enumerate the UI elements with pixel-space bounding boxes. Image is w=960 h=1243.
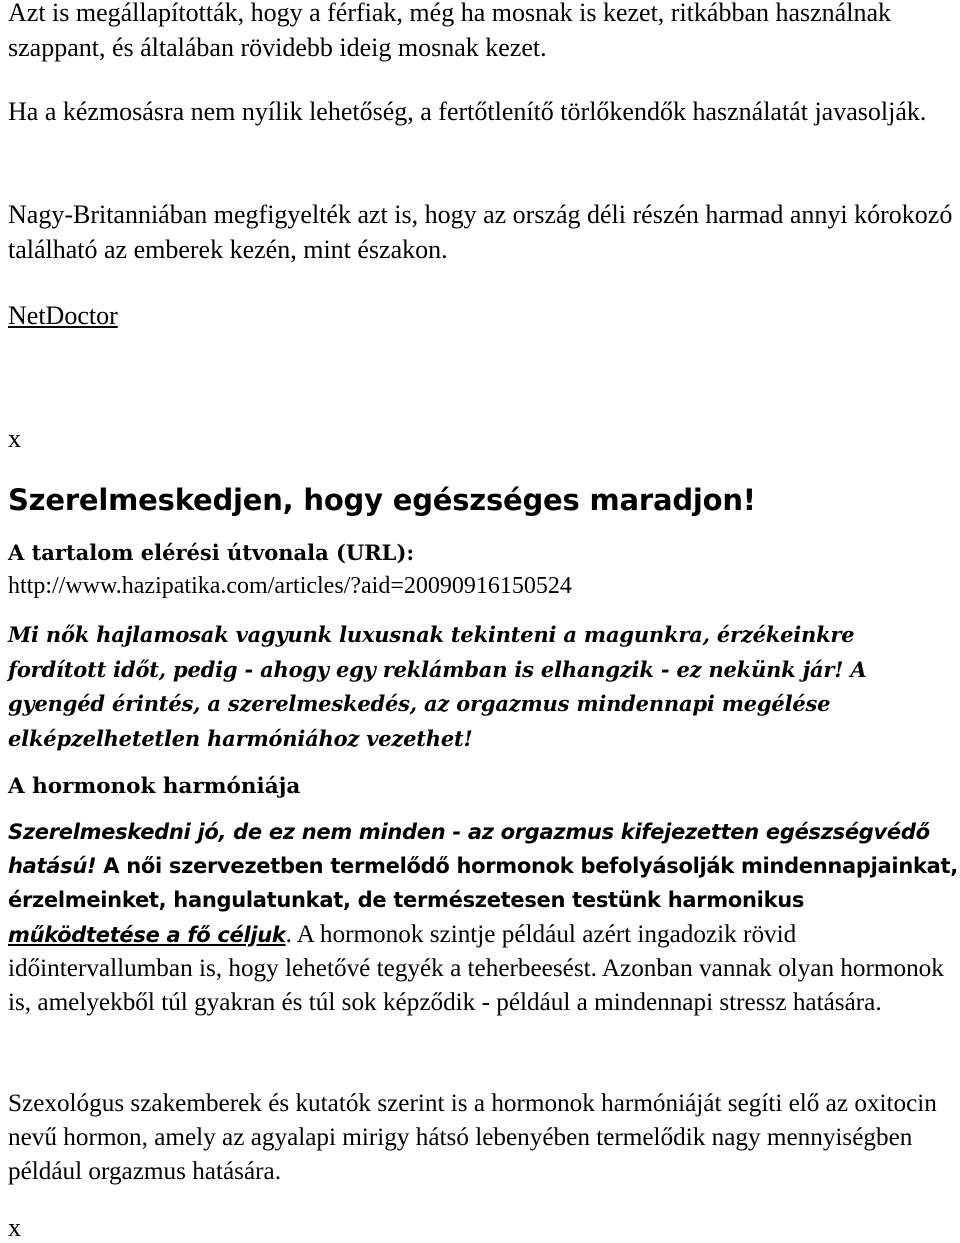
- close-x-top[interactable]: x: [8, 424, 21, 453]
- url-label: A tartalom elérési útvonala (URL):: [8, 540, 415, 565]
- section-emphasis-underline: működtetése a fő céljuk: [8, 922, 286, 947]
- section-emphasis-bold: A női szervezetben termelődő hormonok befolyásolják mindennapjainkat, érzelmeinket, hangulatunkat, de természetesen testünk harmonikus: [8, 854, 958, 913]
- source-paragraph: [8, 299, 958, 334]
- section-paragraph: [8, 815, 958, 1020]
- paragraph-britain: Nagy-Britanniában megfigyelték azt is, hogy az ország déli részén harmad annyi kórokozó található az emberek kezén, mint északon.: [8, 200, 953, 264]
- paragraph-oxytocin: Szexológus szakemberek és kutatók szerint is a hormonok harmóniáját segíti elő az oxitocin nevű hormon, amely az agyalapi mirigy hátsó lebenyében termelődik nagy mennyiségben például orgazmus hatására.: [8, 1090, 937, 1186]
- close-x-bottom[interactable]: x: [8, 1213, 21, 1242]
- section-emphasis-bold-italic: Szerelmeskedni jó, de ez nem minden - az orgazmus kifejezetten egészségvédő hatású!: [8, 820, 930, 879]
- section-heading: A hormonok harmóniája: [8, 774, 301, 799]
- paragraph-handwashing-men: Azt is megállapították, hogy a férfiak, még ha mosnak is kezet, ritkábban használnak szappant, és általában rövidebb ideig mosnak kezet.: [8, 0, 891, 62]
- article-url: http://www.hazipatika.com/articles/?aid=20090916150524: [8, 573, 572, 599]
- article-title: Szerelmeskedjen, hogy egészséges maradjon!: [8, 483, 756, 517]
- paragraph-wipes: Ha a kézmosásra nem nyílik lehetőség, a fertőtlenítő törlőkendők használatát javasolják.: [8, 97, 927, 126]
- section-body-text: . A hormonok szintje például azért ingadozik rövid időintervallumban is, hogy lehetővé tegyék a teherbeesést. Azonban vannak olyan hormonok is, amelyekből túl gyakran és túl sok képződik - például a mindennapi stressz hatására.: [8, 920, 944, 1017]
- source-link-netdoctor[interactable]: NetDoctor: [8, 301, 118, 330]
- article-lead: Mi nők hajlamosak vagyunk luxusnak tekinteni a magunkra, érzékeinkre fordított időt, pedig - ahogy egy reklámban is elhangzik - ez nekünk jár! A gyengéd érintés, a szerelmeskedés, az orgazmus mindennapi megélése elképzelhetetlen harmóniához vezethet!: [8, 622, 867, 751]
